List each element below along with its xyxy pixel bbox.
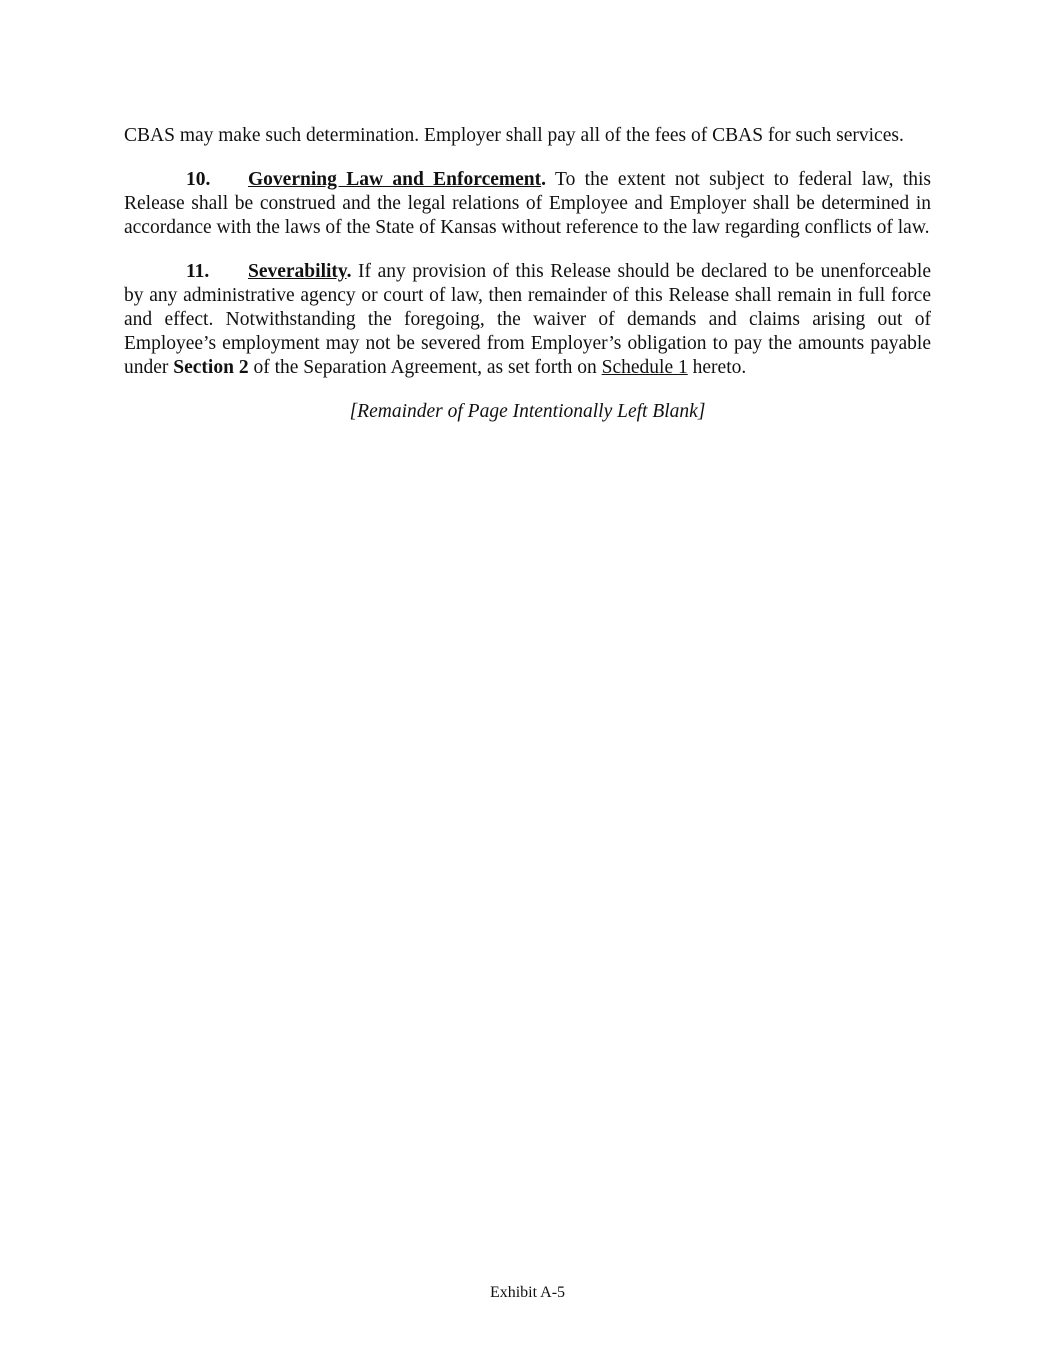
section-11-paragraph [124,260,931,380]
section-2-reference: Section 2 [173,357,249,378]
section-11-heading: Severability [248,261,347,282]
section-10-heading-period: . [541,169,547,190]
section-11-number: 11. [186,261,210,282]
remainder-blank-note: [Remainder of Page Intentionally Left Blank] [349,401,706,422]
section-11-body-part-3: hereto. [687,357,747,378]
section-10-body: To the extent not subject to federal law, this Release shall be construed and the legal relations of Employee and Employer shall be determined in accordance with the laws of the State of Kansas without reference to the law regarding conflicts of law. [124,169,932,238]
section-11-body-part-1: If any provision of this Release should be declared to be unenforceable by any administrative agency or court of law, then remainder of this Release shall remain in full force and effect. Notwithstanding the foregoing, the waiver of demands and claims arising out of Employee’s employment may not be severed from Employer’s obligation to pay the amounts payable under [124,261,931,378]
section-10-heading: Governing Law and Enforcement [248,169,542,190]
page-footer: Exhibit A-5 [489,1284,566,1301]
schedule-1-reference: Schedule 1 [601,357,688,378]
section-10-paragraph [124,168,931,240]
section-11-heading-period: . [346,261,352,282]
continued-paragraph: CBAS may make such determination. Employer shall pay all of the fees of CBAS for such services. [124,125,904,146]
document-body [124,124,931,424]
section-11-body-part-2: of the Separation Agreement, as set forth on [248,357,602,378]
section-10-number: 10. [186,169,211,190]
